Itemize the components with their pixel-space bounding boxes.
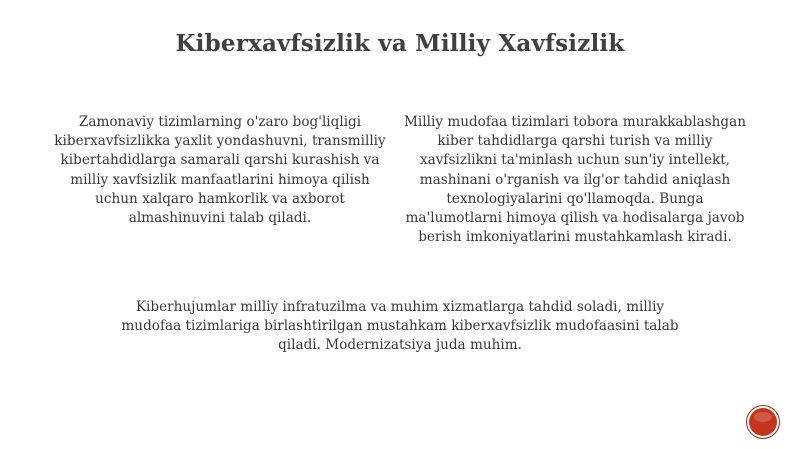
slide-nav-button[interactable] (749, 408, 777, 436)
slide-title: Kiberxavfsizlik va Milliy Xavfsizlik (175, 30, 625, 57)
bottom-paragraph: Kiberhujumlar milliy infratuzilma va muhim xizmatlarga tahdid soladi, milliy mudofaa tizimlariga birlashtirilgan mustahkam kiberxavfsizlik mudofaasini talab qiladi. Modernizatsiya juda muhim. (121, 299, 679, 354)
right-paragraph: Milliy mudofaa tizimlari tobora murakkablashgan kiber tahdidlarga qarshi turish va milliy xavfsizlikni ta'minlash uchun sun'iy intellekt, mashinani o'rganish va ilg'or tahdid aniqlash texnologiyalarini qo'llamoqda. Bunga ma'lumotlarni himoya qilish va hodisalarga javob berish imkoniyatlarini mustahkamlash kiradi. (404, 114, 746, 246)
left-paragraph: Zamonaviy tizimlarning o'zaro bog'liqligi kiberxavfsizlikka yaxlit yondashuvni, transmilliy kibertahdidlarga samarali qarshi kurashish va milliy xavfsizlik manfaatlarini himoya qilish uchun xalqaro hamkorlik va axborot almashinuvini talab qiladi. (54, 114, 386, 227)
